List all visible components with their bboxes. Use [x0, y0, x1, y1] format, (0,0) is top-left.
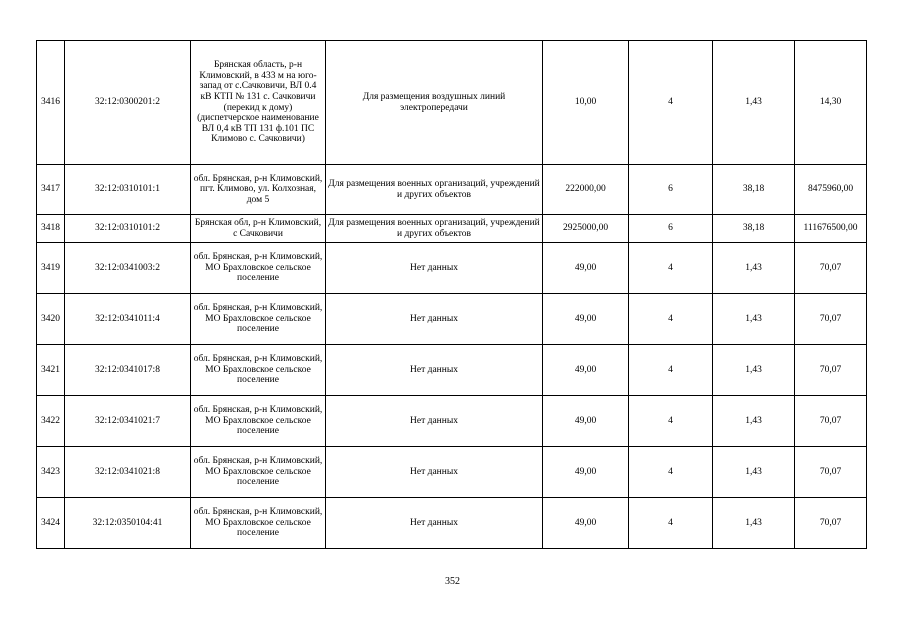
page-number: 352: [445, 576, 460, 587]
specific-value: 1,43: [713, 243, 795, 294]
group: 6: [629, 215, 713, 243]
permitted-use: Нет данных: [326, 498, 543, 549]
table-row: [37, 294, 867, 345]
address: Брянская обл, р-н Климовский, с Сачковичи: [191, 215, 326, 243]
row-number: 3424: [37, 498, 65, 549]
permitted-use: Для размещения военных организаций, учреждений и других объектов: [326, 215, 543, 243]
cadastral-value: 70,07: [795, 243, 867, 294]
specific-value: 1,43: [713, 41, 795, 165]
permitted-use: Нет данных: [326, 243, 543, 294]
area: 49,00: [543, 396, 629, 447]
cadastral-value: 14,30: [795, 41, 867, 165]
row-number: 3421: [37, 345, 65, 396]
area: 49,00: [543, 243, 629, 294]
table-row: [37, 41, 867, 165]
address: Брянская область, р-н Климовский, в 433 м на юго-запад от с.Сачковичи, ВЛ 0.4 кВ КТП № 131 с. Сачковичи (перекид к дому) (диспетчерское наименование ВЛ 0,4 кВ ТП 131 ф.101 ПС Климово с. Сачковичи): [191, 41, 326, 165]
group: 6: [629, 165, 713, 215]
table-row: [37, 165, 867, 215]
cadastral-number: 32:12:0341021:8: [65, 447, 191, 498]
group: 4: [629, 294, 713, 345]
address: обл. Брянская, р-н Климовский, МО Брахловское сельское поселение: [191, 396, 326, 447]
specific-value: 1,43: [713, 345, 795, 396]
permitted-use: Нет данных: [326, 294, 543, 345]
cadastral-number: 32:12:0341021:7: [65, 396, 191, 447]
permitted-use: Для размещения воздушных линий электропередачи: [326, 41, 543, 165]
area: 49,00: [543, 294, 629, 345]
specific-value: 1,43: [713, 294, 795, 345]
row-number: 3418: [37, 215, 65, 243]
group: 4: [629, 41, 713, 165]
area: 49,00: [543, 447, 629, 498]
address: обл. Брянская, р-н Климовский, МО Брахловское сельское поселение: [191, 447, 326, 498]
area: 2925000,00: [543, 215, 629, 243]
cadastral-value: 70,07: [795, 447, 867, 498]
table-row: [37, 345, 867, 396]
permitted-use: Нет данных: [326, 447, 543, 498]
specific-value: 1,43: [713, 447, 795, 498]
area: 10,00: [543, 41, 629, 165]
row-number: 3419: [37, 243, 65, 294]
cadastral-value: 8475960,00: [795, 165, 867, 215]
cadastral-number: 32:12:0341017:8: [65, 345, 191, 396]
cadastral-number: 32:12:0300201:2: [65, 41, 191, 165]
table-row: [37, 447, 867, 498]
group: 4: [629, 396, 713, 447]
specific-value: 38,18: [713, 165, 795, 215]
group: 4: [629, 243, 713, 294]
address: обл. Брянская, р-н Климовский, МО Брахловское сельское поселение: [191, 294, 326, 345]
group: 4: [629, 345, 713, 396]
cadastral-number: 32:12:0310101:2: [65, 215, 191, 243]
area: 222000,00: [543, 165, 629, 215]
cadastral-value: 70,07: [795, 396, 867, 447]
cadastral-value: 111676500,00: [795, 215, 867, 243]
table-row: [37, 243, 867, 294]
specific-value: 38,18: [713, 215, 795, 243]
table-row: [37, 215, 867, 243]
cadastral-number: 32:12:0350104:41: [65, 498, 191, 549]
specific-value: 1,43: [713, 498, 795, 549]
permitted-use: Для размещения военных организаций, учреждений и других объектов: [326, 165, 543, 215]
group: 4: [629, 498, 713, 549]
cadastral-number: 32:12:0310101:1: [65, 165, 191, 215]
table-row: [37, 396, 867, 447]
address: обл. Брянская, р-н Климовский, МО Брахловское сельское поселение: [191, 243, 326, 294]
area: 49,00: [543, 345, 629, 396]
cadastral-value: 70,07: [795, 294, 867, 345]
group: 4: [629, 447, 713, 498]
address: обл. Брянская, р-н Климовский, МО Брахловское сельское поселение: [191, 498, 326, 549]
specific-value: 1,43: [713, 396, 795, 447]
row-number: 3420: [37, 294, 65, 345]
row-number: 3416: [37, 41, 65, 165]
permitted-use: Нет данных: [326, 345, 543, 396]
cadastral-number: 32:12:0341011:4: [65, 294, 191, 345]
cadastral-value: 70,07: [795, 498, 867, 549]
cadastral-number: 32:12:0341003:2: [65, 243, 191, 294]
address: обл. Брянская, р-н Климовский, пгт. Климово, ул. Колхозная, дом 5: [191, 165, 326, 215]
area: 49,00: [543, 498, 629, 549]
cadastral-value: 70,07: [795, 345, 867, 396]
address: обл. Брянская, р-н Климовский, МО Брахловское сельское поселение: [191, 345, 326, 396]
row-number: 3422: [37, 396, 65, 447]
row-number: 3417: [37, 165, 65, 215]
permitted-use: Нет данных: [326, 396, 543, 447]
table-row: [37, 498, 867, 549]
row-number: 3423: [37, 447, 65, 498]
land-registry-table: [36, 40, 867, 549]
